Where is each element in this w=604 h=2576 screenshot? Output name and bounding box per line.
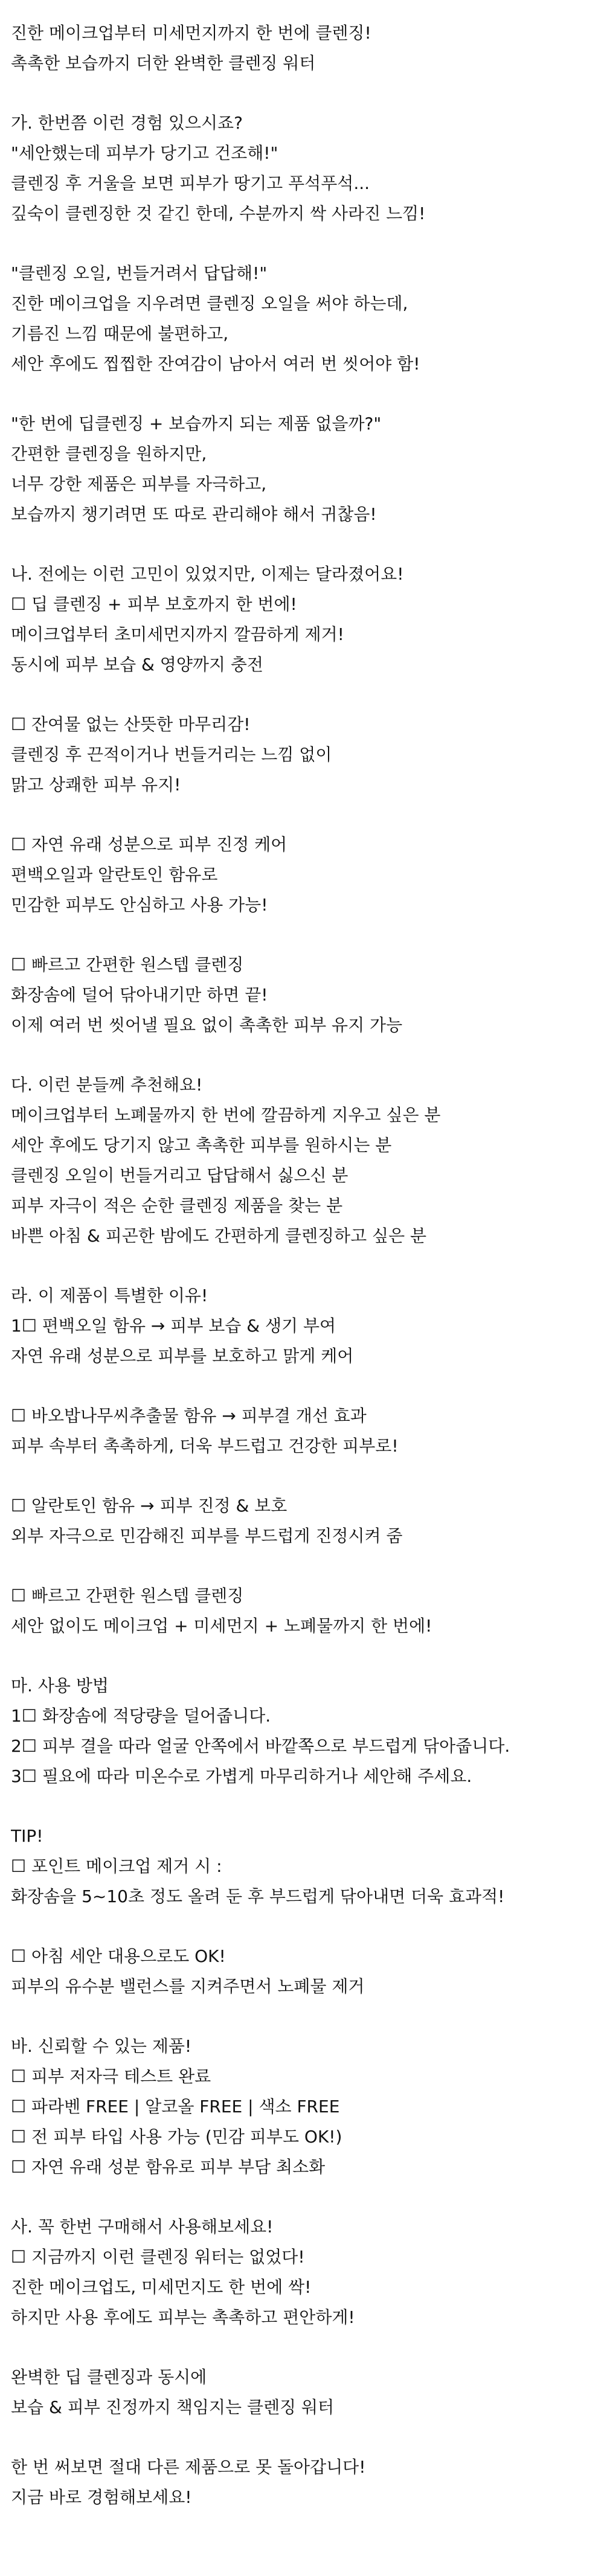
text-line: 마. 사용 방법: [11, 1676, 109, 1696]
blank-spacer: [11, 1641, 604, 1671]
blank-spacer: [11, 1251, 604, 1281]
blank-spacer: [11, 1040, 604, 1070]
text-line: ☐ 지금까지 이런 클렌징 워터는 없었다!: [11, 2247, 305, 2267]
text-line: 메이크업부터 초미세먼지까지 깔끔하게 제거!: [11, 624, 344, 644]
text-line: ☐ 알란토인 함유 → 피부 진정 & 보호: [11, 1496, 288, 1516]
text-line: 동시에 피부 보습 & 영양까지 충전: [11, 655, 263, 674]
text-line: ☐ 바오밥나무씨추출물 함유 → 피부결 개선 효과: [11, 1406, 367, 1426]
text-line: ☐ 피부 저자극 테스트 완료: [11, 2066, 211, 2086]
text-line: 민감한 피부도 안심하고 사용 가능!: [11, 895, 268, 915]
blank-spacer: [11, 1792, 604, 1821]
text-line: "클렌징 오일, 번들거려서 답답해!": [11, 263, 268, 283]
text-line: 너무 강한 제품은 피부를 자극하고,: [11, 474, 267, 494]
text-line: "한 번에 딥클렌징 + 보습까지 되는 제품 없을까?": [11, 414, 382, 434]
text-line: 클렌징 후 거울을 보면 피부가 땅기고 푸석푸석...: [11, 173, 370, 193]
text-line: ☐ 빠르고 간편한 원스텝 클렌징: [11, 1586, 244, 1606]
text-line: ☐ 빠르고 간편한 원스텝 클렌징: [11, 955, 244, 975]
blank-spacer: [11, 2182, 604, 2212]
text-line: TIP!: [11, 1826, 43, 1846]
text-line: ☐ 포인트 메이크업 제거 시 :: [11, 1856, 222, 1876]
blank-spacer: [11, 2423, 604, 2452]
text-line: 진한 메이크업부터 미세먼지까지 한 번에 클렌징!: [11, 23, 371, 43]
text-line: 기름진 느낌 때문에 불편하고,: [11, 324, 229, 344]
text-line: 세안 후에도 당기지 않고 촉촉한 피부를 원하시는 분: [11, 1135, 392, 1155]
text-line: 간편한 클렌징을 원하지만,: [11, 444, 207, 464]
text-line: 깊숙이 클렌징한 것 같긴 한데, 수분까지 싹 사라진 느낌!: [11, 203, 426, 223]
blank-spacer: [11, 379, 604, 409]
text-line: 촉촉한 보습까지 더한 완벽한 클렌징 워터: [11, 53, 316, 73]
text-line: 보습까지 챙기려면 또 따로 관리해야 해서 귀찮음!: [11, 504, 377, 524]
text-line: 3☐ 필요에 따라 미온수로 가볍게 마무리하거나 세안해 주세요.: [11, 1766, 472, 1786]
blank-spacer: [11, 2002, 604, 2031]
text-line: "세안했는데 피부가 당기고 건조해!": [11, 143, 278, 163]
blank-spacer: [11, 229, 604, 258]
text-line: ☐ 잔여물 없는 산뜻한 마무리감!: [11, 714, 251, 734]
text-line: 사. 꼭 한번 구매해서 사용해보세요!: [11, 2217, 274, 2237]
text-line: 외부 자극으로 민감해진 피부를 부드럽게 진정시켜 줌: [11, 1526, 403, 1546]
text-line: ☐ 자연 유래 성분 함유로 피부 부담 최소화: [11, 2157, 326, 2177]
blank-spacer: [11, 800, 604, 830]
text-line: 1☐ 편백오일 함유 → 피부 보습 & 생기 부여: [11, 1316, 336, 1336]
text-line: 바쁜 아침 & 피곤한 밤에도 간편하게 클렌징하고 싶은 분: [11, 1226, 427, 1246]
text-line: 세안 후에도 찝찝한 잔여감이 남아서 여러 번 씻어야 함!: [11, 354, 420, 374]
text-line: ☐ 파라벤 FREE | 알코올 FREE | 색소 FREE: [11, 2097, 340, 2116]
text-line: 진한 메이크업도, 미세먼지도 한 번에 싹!: [11, 2277, 312, 2297]
text-line: ☐ 아침 세안 대용으로도 OK!: [11, 1946, 226, 1966]
text-line: 1☐ 화장솜에 적당량을 덜어줍니다.: [11, 1706, 271, 1726]
blank-spacer: [11, 920, 604, 950]
text-line: 다. 이런 분들께 추천해요!: [11, 1075, 203, 1095]
text-line: 나. 전에는 이런 고민이 있었지만, 이제는 달라졌어요!: [11, 564, 404, 584]
text-line: 화장솜을 5~10초 정도 올려 둔 후 부드럽게 닦아내면 더욱 효과적!: [11, 1886, 505, 1906]
blank-spacer: [11, 78, 604, 108]
text-line: 피부 자극이 적은 순한 클렌징 제품을 찾는 분: [11, 1196, 343, 1216]
blank-spacer: [11, 1461, 604, 1491]
text-line: 2☐ 피부 결을 따라 얼굴 안쪽에서 바깥쪽으로 부드럽게 닦아줍니다.: [11, 1736, 510, 1756]
text-line: 세안 없이도 메이크업 + 미세먼지 + 노폐물까지 한 번에!: [11, 1616, 432, 1636]
text-line: 완벽한 딥 클렌징과 동시에: [11, 2367, 207, 2387]
text-line: ☐ 딥 클렌징 + 피부 보호까지 한 번에!: [11, 594, 297, 614]
text-line: 한 번 써보면 절대 다른 제품으로 못 돌아갑니다!: [11, 2457, 366, 2477]
blank-spacer: [11, 1912, 604, 1941]
text-line: ☐ 자연 유래 성분으로 피부 진정 케어: [11, 835, 288, 854]
text-line: 메이크업부터 노폐물까지 한 번에 깔끔하게 지우고 싶은 분: [11, 1105, 441, 1125]
text-line: 피부의 유수분 밸런스를 지켜주면서 노폐물 제거: [11, 1976, 365, 1996]
text-line: 자연 유래 성분으로 피부를 보호하고 맑게 케어: [11, 1346, 354, 1366]
text-line: 클렌징 후 끈적이거나 번들거리는 느낌 없이: [11, 745, 332, 764]
text-line: 피부 속부터 촉촉하게, 더욱 부드럽고 건강한 피부로!: [11, 1436, 399, 1456]
text-line: 편백오일과 알란토인 함유로: [11, 865, 218, 885]
blank-spacer: [11, 2333, 604, 2362]
text-line: 하지만 사용 후에도 피부는 촉촉하고 편안하게!: [11, 2307, 355, 2327]
text-line: 가. 한번쯤 이런 경험 있으시죠?: [11, 113, 243, 133]
text-line: 보습 & 피부 진정까지 책임지는 클렌징 워터: [11, 2397, 335, 2417]
blank-spacer: [11, 530, 604, 559]
blank-spacer: [11, 680, 604, 710]
text-line: 지금 바로 경험해보세요!: [11, 2487, 192, 2507]
text-line: ☐ 전 피부 타입 사용 가능 (민감 피부도 OK!): [11, 2127, 342, 2147]
text-line: 클렌징 오일이 번들거리고 답답해서 싫으신 분: [11, 1165, 349, 1185]
text-line: 화장솜에 덜어 닦아내기만 하면 끝!: [11, 985, 268, 1005]
text-line: 진한 메이크업을 지우려면 클렌징 오일을 써야 하는데,: [11, 293, 408, 313]
blank-spacer: [11, 1551, 604, 1581]
blank-spacer: [11, 1371, 604, 1401]
text-line: 바. 신뢰할 수 있는 제품!: [11, 2036, 192, 2056]
text-line: 맑고 상쾌한 피부 유지!: [11, 775, 181, 795]
text-line: 라. 이 제품이 특별한 이유!: [11, 1286, 208, 1306]
text-line: 이제 여러 번 씻어낼 필요 없이 촉촉한 피부 유지 가능: [11, 1015, 403, 1035]
